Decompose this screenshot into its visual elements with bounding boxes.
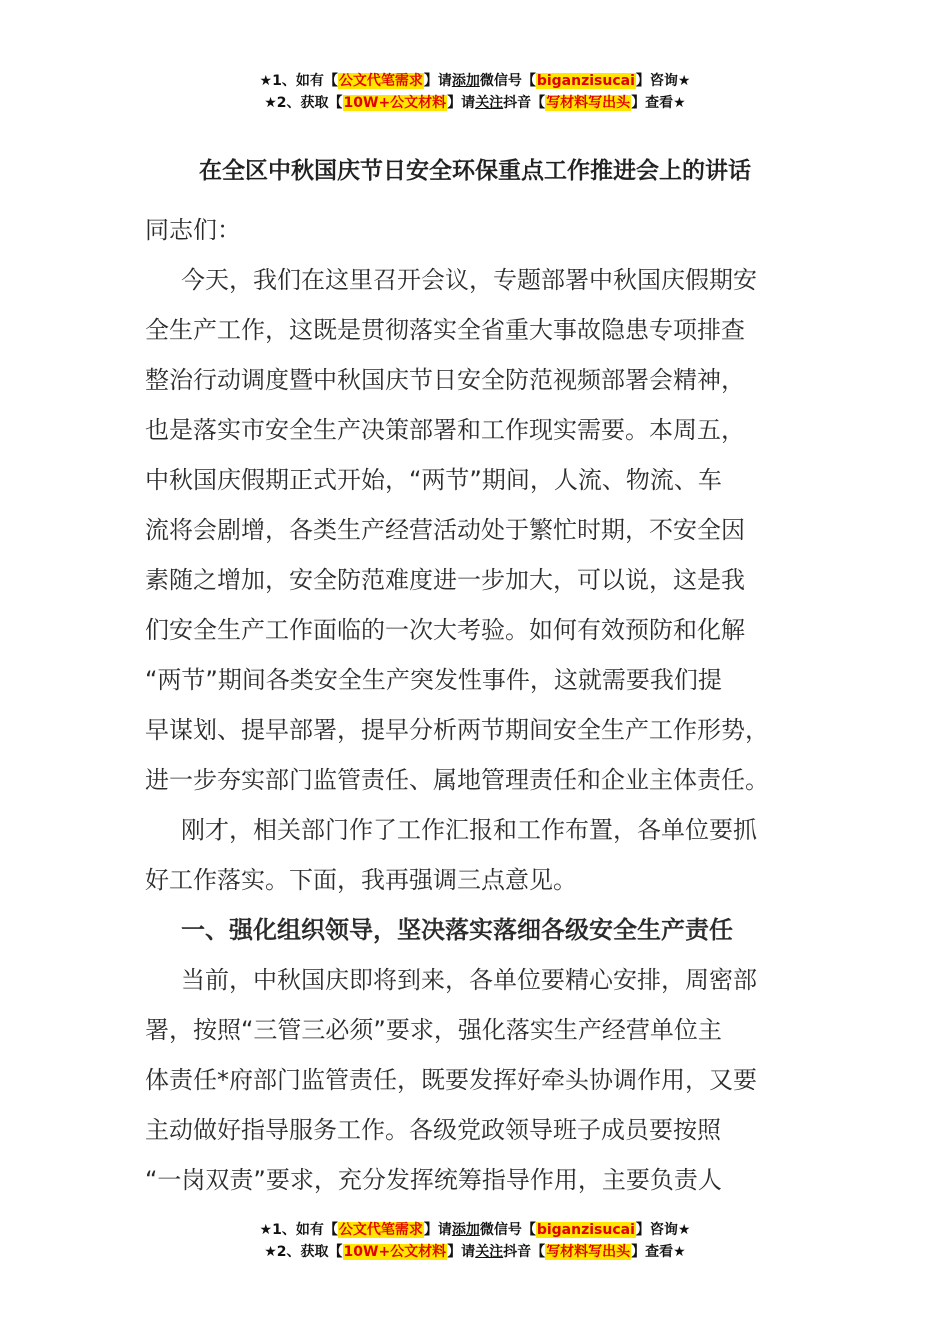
- promo-text: ★2、获取【: [264, 1244, 343, 1260]
- text-line: 好工作落实。下面，我再强调三点意见。: [145, 866, 577, 894]
- promo-text: 】咨询★: [635, 73, 691, 89]
- bottom-promo-banner: [0, 1219, 950, 1263]
- promo-highlight: biganzisucai: [536, 73, 635, 89]
- text-line: 进一步夯实部门监管责任、属地管理责任和企业主体责任。: [145, 766, 769, 794]
- text-line: 素随之增加，安全防范难度进一步加大，可以说，这是我: [145, 566, 745, 594]
- promo-text: ★1、如有【: [259, 73, 338, 89]
- top-promo-banner: [0, 70, 950, 114]
- document-title: 在全区中秋国庆节日安全环保重点工作推进会上的讲话: [199, 158, 751, 184]
- promo-text: 】请: [423, 1222, 452, 1238]
- promo-highlight: 公文代笔需求: [338, 1222, 423, 1238]
- salutation: 同志们：: [145, 216, 241, 244]
- promo-text: 】查看★: [631, 1244, 686, 1260]
- text-line: 们安全生产工作面临的一次大考验。如何有效预防和化解: [145, 616, 745, 644]
- promo-highlight: 公文代笔需求: [338, 73, 423, 89]
- text-line: 署，按照“三管三必须”要求，强化落实生产经营单位主: [145, 1016, 722, 1044]
- text-line: 主动做好指导服务工作。各级党政领导班子成员要按照: [145, 1116, 721, 1144]
- promo-text: 】请: [423, 73, 452, 89]
- promo-line-1: [0, 70, 950, 92]
- text-line: “两节”期间各类安全生产突发性事件，这就需要我们提: [145, 666, 722, 694]
- promo-underlined: 关注: [475, 95, 504, 111]
- text-line: 今天，我们在这里召开会议，专题部署中秋国庆假期安: [181, 266, 757, 294]
- promo-underlined: 添加: [451, 73, 480, 89]
- text-line: 体责任*府部门监管责任，既要发挥好牵头协调作用，又要: [145, 1066, 757, 1094]
- text-line: “一岗双责”要求，充分发挥统筹指导作用，主要负责人: [145, 1166, 722, 1194]
- text-line: 当前，中秋国庆即将到来，各单位要精心安排，周密部: [181, 966, 757, 994]
- promo-text: 抖音【: [503, 95, 546, 111]
- text-line: 全生产工作，这既是贯彻落实全省重大事故隐患专项排查: [145, 316, 745, 344]
- promo-text: 】查看★: [631, 95, 686, 111]
- promo-text: 】请: [447, 1244, 476, 1260]
- section-heading-1: 一、强化组织领导，坚决落实落细各级安全生产责任: [181, 916, 733, 944]
- promo-text: 微信号【: [479, 1222, 536, 1238]
- promo-text: 微信号【: [479, 73, 536, 89]
- promo-underlined: 添加: [451, 1222, 480, 1238]
- paragraph-3: [145, 955, 810, 1205]
- promo-text: 】咨询★: [635, 1222, 691, 1238]
- promo-line-2: [0, 92, 950, 114]
- document-body: [145, 205, 810, 1205]
- text-line: 中秋国庆假期正式开始，“两节”期间，人流、物流、车: [145, 466, 722, 494]
- promo-highlight: 10W+公文材料: [343, 1244, 447, 1260]
- promo-highlight: biganzisucai: [536, 1222, 635, 1238]
- text-line: 流将会剧增，各类生产经营活动处于繁忙时期，不安全因: [145, 516, 745, 544]
- promo-line-2: [0, 1241, 950, 1263]
- paragraph-1: [145, 255, 810, 805]
- promo-highlight: 10W+公文材料: [343, 95, 447, 111]
- promo-text: ★1、如有【: [259, 1222, 338, 1238]
- paragraph-2: [145, 805, 810, 905]
- text-line: 也是落实市安全生产决策部署和工作现实需要。本周五，: [145, 416, 745, 444]
- promo-text: 】请: [447, 95, 476, 111]
- promo-underlined: 关注: [475, 1244, 504, 1260]
- promo-highlight: 写材料写出头: [546, 1244, 631, 1260]
- promo-line-1: [0, 1219, 950, 1241]
- text-line: 刚才，相关部门作了工作汇报和工作布置，各单位要抓: [181, 816, 757, 844]
- text-line: 整治行动调度暨中秋国庆节日安全防范视频部署会精神，: [145, 366, 745, 394]
- text-line: 早谋划、提早部署，提早分析两节期间安全生产工作形势，: [145, 716, 769, 744]
- promo-text: 抖音【: [503, 1244, 546, 1260]
- promo-text: ★2、获取【: [264, 95, 343, 111]
- promo-highlight: 写材料写出头: [546, 95, 631, 111]
